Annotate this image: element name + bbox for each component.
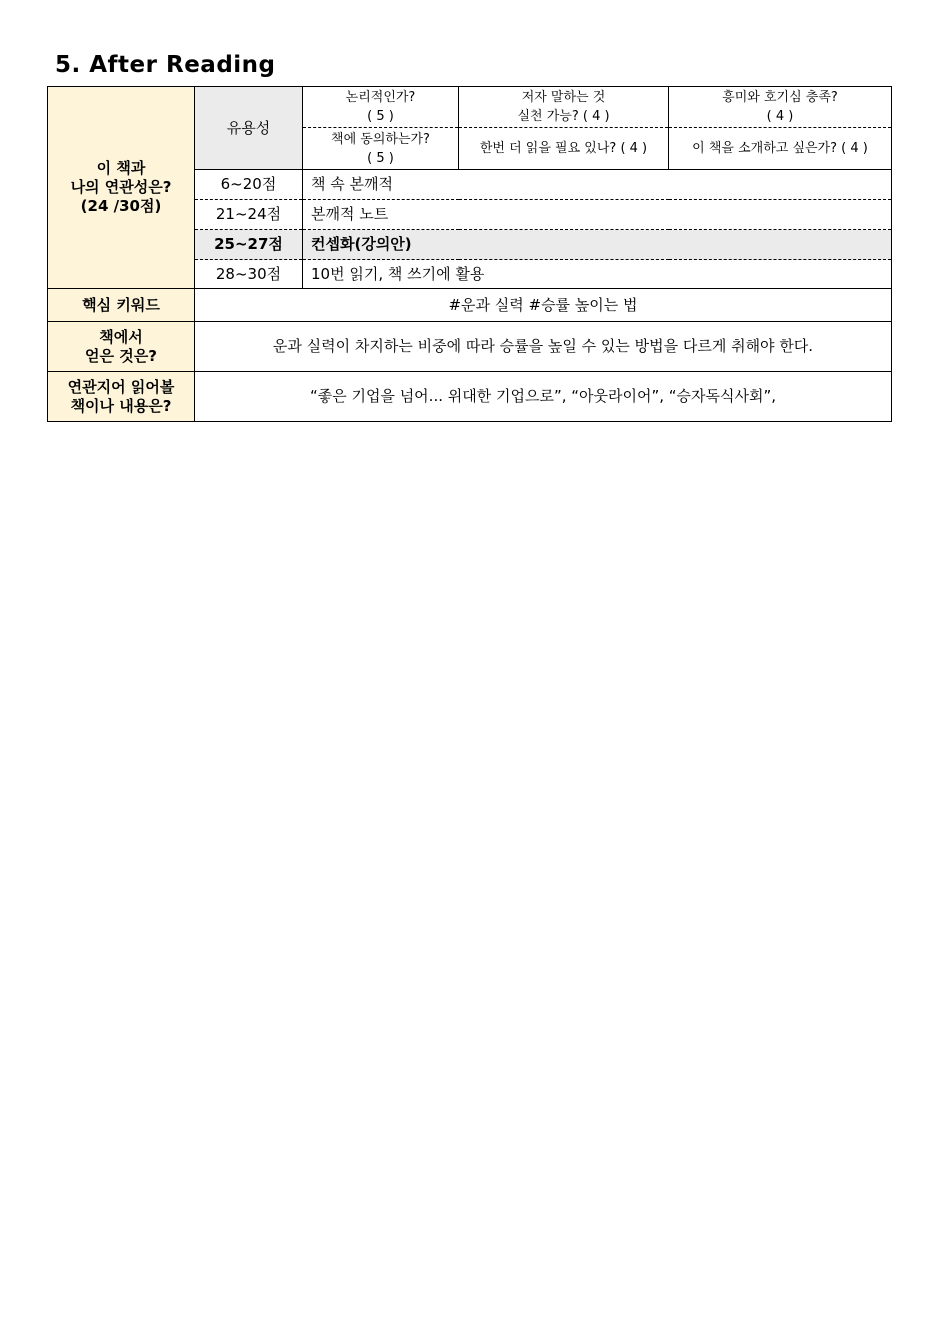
score-desc-selected: 컨셉화(강의안) — [303, 230, 892, 260]
criterion-recommend: 이 책을 소개하고 싶은가? ( 4 ) — [669, 128, 892, 170]
reread-score: ( 4 ) — [620, 141, 648, 156]
agree-score: ( 5 ) — [367, 150, 394, 166]
related-label: 연관지어 읽어볼 책이나 내용은? — [48, 372, 195, 422]
score-desc: 책 속 본깨적 — [303, 170, 892, 200]
score-range: 28~30점 — [195, 260, 303, 289]
gained-value: 운과 실력이 차지하는 비중에 따라 승률을 높일 수 있는 방법을 다르게 취해야 한다. — [195, 322, 892, 372]
criterion-logical: 논리적인가? ( 5 ) — [303, 87, 459, 128]
interest-score: ( 4 ) — [766, 109, 794, 124]
score-range-selected: 25~27점 — [195, 230, 303, 260]
keyword-label: 핵심 키워드 — [48, 289, 195, 322]
after-reading-table — [47, 86, 892, 422]
score-desc: 10번 읽기, 책 쓰기에 활용 — [303, 260, 892, 289]
gained-label: 책에서 얻은 것은? — [48, 322, 195, 372]
criterion-author: 저자 말하는 것 실천 가능? ( 4 ) — [459, 87, 669, 128]
criterion-interest: 흥미와 호기심 충족? ( 4 ) — [669, 87, 892, 128]
usefulness-label: 유용성 — [195, 87, 303, 170]
criterion-reread: 한번 더 읽을 필요 있나? ( 4 ) — [459, 128, 669, 170]
score-desc: 본깨적 노트 — [303, 200, 892, 230]
section-title: 5. After Reading — [55, 52, 276, 78]
related-value: “좋은 기업을 넘어... 위대한 기업으로”, “아웃라이어”, “승자독식사회”, — [195, 372, 892, 422]
keyword-value: #운과 실력 #승률 높이는 법 — [195, 289, 892, 322]
criterion-agree: 책에 동의하는가? ( 5 ) — [303, 128, 459, 170]
score-range: 21~24점 — [195, 200, 303, 230]
score-range: 6~20점 — [195, 170, 303, 200]
recommend-score: ( 4 ) — [841, 141, 868, 156]
logical-score: ( 5 ) — [367, 109, 394, 124]
relevance-label: 이 책과 나의 연관성은? (24 /30점) — [48, 87, 195, 289]
author-score: ( 4 ) — [582, 109, 610, 124]
